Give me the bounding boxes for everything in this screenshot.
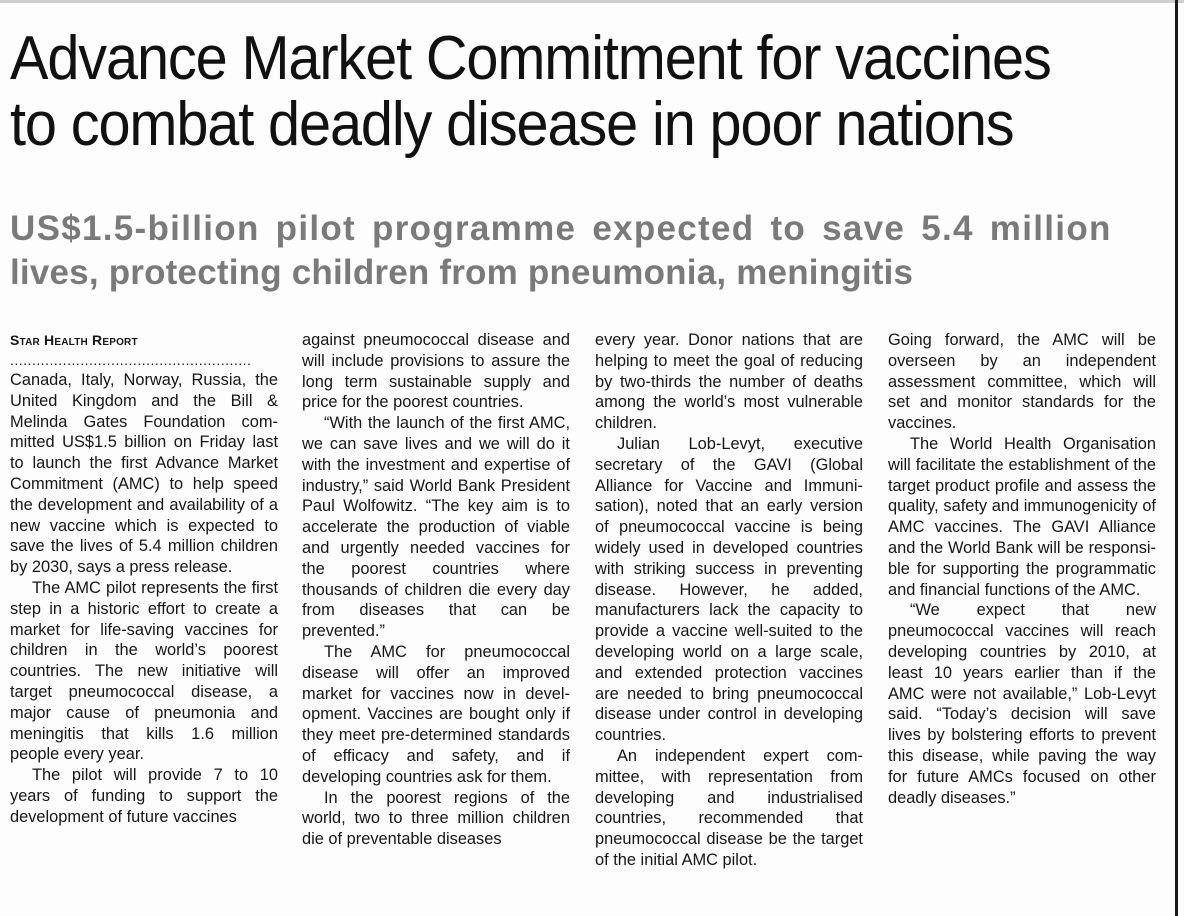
top-edge-rule <box>0 0 1184 3</box>
paragraph: against pneumococcal disease and will include provisions to assure the long term sustainable supply and price for the poorest countries. <box>302 331 570 412</box>
headline-line-1: Advance Market Commitment for vaccines <box>10 24 1051 93</box>
paragraph: “We expect that new pneumococcal vaccines will reach developing countries by 2010, at least 10 years earlier than if the AMC were not available,” Lob-Levyt said. “Today’s decision will save lives by bolstering efforts to prevent this disease, while paving the way for future AMCs focused on other deadly diseases.” <box>888 601 1156 807</box>
paragraph: The AMC pilot represents the first step in a historic effort to create a market for life-saving vaccines for children in the world’s poorest countries. The new initiative will target pneumococcal disease, a major cause of pneumonia and meningitis that kills 1.6 million people every year. <box>10 578 278 764</box>
paragraph: “With the launch of the first AMC, we can save lives and we will do it with the investment and expertise of industry,” said World Bank President Paul Wolfowitz. “The key aim is to accelerate the production of viable and urgently needed vaccines for the poorest countries where thousands of children die every day from diseases that can be prevented.” <box>302 414 570 641</box>
article-body <box>10 330 1160 910</box>
headline-line-2: to combat deadly disease in poor nations <box>10 90 1014 159</box>
paragraph: Julian Lob-Levyt, executive secretary of the GAVI (Global Alliance for Vaccine and Immunisation), noted that an early version of pneumococcal vaccine is being widely used in developed countries with striking success in preventing disease. However, he added, manufacturers lack the capacity to provide a vaccine well-suited to the developing world on a large scale, and extended protection vaccines are needed to bring pneumococcal disease under control in developing countries. <box>595 434 863 745</box>
subheadline-line-1: US$1.5-billion pilot programme expected to save 5.4 million <box>10 209 1112 248</box>
paragraph: every year. Donor nations that are helping to meet the goal of reducing by two-thirds the number of deaths among the world’s most vulnerable children. <box>595 331 863 433</box>
byline-dotted-rule: ....................................................... <box>10 352 252 368</box>
headline <box>10 26 1093 158</box>
paragraph: The AMC for pneumococcal disease will offer an improved market for vaccines now in development. Vaccines are bought only if they meet pre-determined standards of efficacy and safety, and if developing countries ask for them. <box>302 642 570 786</box>
paragraph: An independent expert committee, with representation from developing and industrialised countries, recommended that pneumococcal disease be the target of the initial AMC pilot. <box>595 746 863 869</box>
column-1 <box>10 330 278 828</box>
subheadline <box>10 207 1160 295</box>
paragraph: Going forward, the AMC will be overseen by an independent assessment committee, which will set and monitor standards for the vaccines. <box>888 331 1156 433</box>
paragraph: The World Health Organisation will facilitate the establishment of the target product profile and assess the quality, safety and immunogenicity of AMC vaccines. The GAVI Alliance and the World Bank will be responsible for supporting the programmatic and financial functions of the AMC. <box>888 434 1156 599</box>
right-column-rule <box>1175 0 1178 916</box>
byline: Star Health Report <box>10 332 138 348</box>
column-4 <box>888 330 1156 808</box>
subheadline-line-2: lives, protecting children from pneumonia, meningitis <box>10 253 914 292</box>
paragraph: The pilot will provide 7 to 10 years of funding to support the development of future vaccines <box>10 766 278 826</box>
paragraph: In the poorest regions of the world, two to three million children die of preventable diseases <box>302 788 570 849</box>
paragraph: Canada, Italy, Norway, Russia, the United Kingdom and the Bill & Melinda Gates Foundation committed US$1.5 billion on Friday last to launch the first Advance Market Commitment (AMC) to help speed the development and availability of a new vaccine which is expected to save the lives of 5.4 million children by 2030, says a press release. <box>10 371 278 577</box>
column-2 <box>302 330 570 850</box>
column-3 <box>595 330 863 871</box>
